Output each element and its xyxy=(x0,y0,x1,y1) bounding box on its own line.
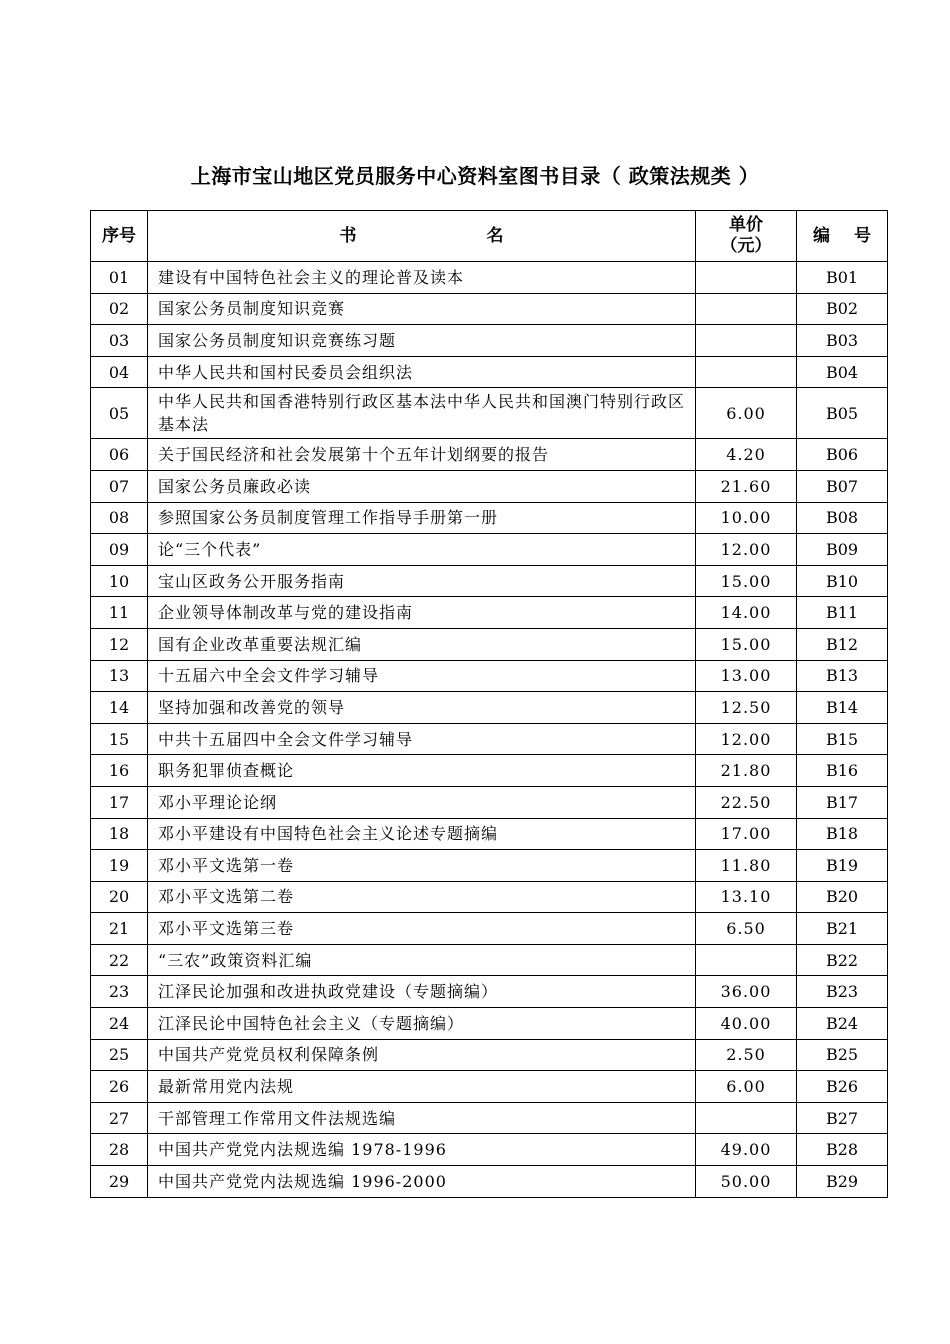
table-row xyxy=(91,692,888,724)
row-number: 28 xyxy=(91,1134,148,1166)
row-number: 05 xyxy=(91,388,148,439)
table-row xyxy=(91,502,888,534)
table-row xyxy=(91,660,888,692)
table-row xyxy=(91,1134,888,1166)
row-number: 17 xyxy=(91,786,148,818)
page-title: 上海市宝山地区党员服务中心资料室图书目录（ 政策法规类 ） xyxy=(190,164,760,188)
table-row xyxy=(91,388,888,439)
book-code: B29 xyxy=(797,1166,888,1198)
table-row xyxy=(91,565,888,597)
book-title: 企业领导体制改革与党的建设指南 xyxy=(148,597,696,629)
unit-price: 36.00 xyxy=(696,976,797,1008)
book-title: 建设有中国特色社会主义的理论普及读本 xyxy=(148,262,696,294)
catalog-table xyxy=(90,210,895,1198)
book-title: 关于国民经济和社会发展第十个五年计划纲要的报告 xyxy=(148,439,696,471)
book-code: B01 xyxy=(797,262,888,294)
table-row xyxy=(91,293,888,325)
unit-price: 22.50 xyxy=(696,786,797,818)
unit-price: 4.20 xyxy=(696,439,797,471)
book-title: 中国共产党党员权利保障条例 xyxy=(148,1039,696,1071)
book-title: 宝山区政务公开服务指南 xyxy=(148,565,696,597)
book-title: 邓小平文选第二卷 xyxy=(148,881,696,913)
book-title: 江泽民论中国特色社会主义（专题摘编） xyxy=(148,1008,696,1040)
book-code: B10 xyxy=(797,565,888,597)
unit-price: 14.00 xyxy=(696,597,797,629)
unit-price: 6.50 xyxy=(696,913,797,945)
book-title: 中共十五届四中全会文件学习辅导 xyxy=(148,723,696,755)
table-row xyxy=(91,786,888,818)
table-row xyxy=(91,976,888,1008)
unit-price: 13.10 xyxy=(696,881,797,913)
unit-price xyxy=(696,1102,797,1134)
table-row xyxy=(91,944,888,976)
row-number: 11 xyxy=(91,597,148,629)
book-title: 坚持加强和改善党的领导 xyxy=(148,692,696,724)
row-number: 21 xyxy=(91,913,148,945)
unit-price: 6.00 xyxy=(696,388,797,439)
row-number: 24 xyxy=(91,1008,148,1040)
row-number: 22 xyxy=(91,944,148,976)
table-row xyxy=(91,1039,888,1071)
book-title: 国有企业改革重要法规汇编 xyxy=(148,628,696,660)
header-row xyxy=(91,211,888,262)
book-code: B15 xyxy=(797,723,888,755)
book-code: B20 xyxy=(797,881,888,913)
table-row xyxy=(91,534,888,566)
table-row xyxy=(91,356,888,388)
book-code: B14 xyxy=(797,692,888,724)
unit-price: 6.00 xyxy=(696,1071,797,1103)
row-number: 20 xyxy=(91,881,148,913)
book-code: B13 xyxy=(797,660,888,692)
book-title: 邓小平理论论纲 xyxy=(148,786,696,818)
unit-price xyxy=(696,944,797,976)
book-title: 邓小平建设有中国特色社会主义论述专题摘编 xyxy=(148,818,696,850)
unit-price: 10.00 xyxy=(696,502,797,534)
row-number: 29 xyxy=(91,1166,148,1198)
header-book-name: 书名 xyxy=(148,211,696,262)
header-unit-price: 单价 （元） xyxy=(696,211,797,262)
book-title: 中国共产党党内法规选编 1996-2000 xyxy=(148,1166,696,1198)
unit-price: 15.00 xyxy=(696,565,797,597)
table-row xyxy=(91,628,888,660)
row-number: 06 xyxy=(91,439,148,471)
row-number: 15 xyxy=(91,723,148,755)
unit-price: 12.00 xyxy=(696,723,797,755)
unit-price xyxy=(696,356,797,388)
book-code: B17 xyxy=(797,786,888,818)
table-row xyxy=(91,913,888,945)
row-number: 25 xyxy=(91,1039,148,1071)
row-number: 10 xyxy=(91,565,148,597)
book-title: 参照国家公务员制度管理工作指导手册第一册 xyxy=(148,502,696,534)
table-row xyxy=(91,470,888,502)
row-number: 16 xyxy=(91,755,148,787)
unit-price xyxy=(696,262,797,294)
book-title: 国家公务员廉政必读 xyxy=(148,470,696,502)
book-title: 十五届六中全会文件学习辅导 xyxy=(148,660,696,692)
row-number: 07 xyxy=(91,470,148,502)
book-code: B19 xyxy=(797,850,888,882)
book-code: B02 xyxy=(797,293,888,325)
unit-price: 2.50 xyxy=(696,1039,797,1071)
book-title: 最新常用党内法规 xyxy=(148,1071,696,1103)
table-row xyxy=(91,1071,888,1103)
book-code: B05 xyxy=(797,388,888,439)
unit-price xyxy=(696,293,797,325)
book-title: 江泽民论加强和改进执政党建设（专题摘编） xyxy=(148,976,696,1008)
book-code: B24 xyxy=(797,1008,888,1040)
row-number: 19 xyxy=(91,850,148,882)
row-number: 02 xyxy=(91,293,148,325)
header-code: 编号 xyxy=(797,211,888,262)
book-code: B09 xyxy=(797,534,888,566)
book-code: B21 xyxy=(797,913,888,945)
book-code: B04 xyxy=(797,356,888,388)
row-number: 08 xyxy=(91,502,148,534)
table-row xyxy=(91,881,888,913)
book-title: “三农”政策资料汇编 xyxy=(148,944,696,976)
book-code: B26 xyxy=(797,1071,888,1103)
unit-price: 40.00 xyxy=(696,1008,797,1040)
row-number: 12 xyxy=(91,628,148,660)
book-code: B22 xyxy=(797,944,888,976)
unit-price xyxy=(696,325,797,357)
book-code: B06 xyxy=(797,439,888,471)
unit-price: 17.00 xyxy=(696,818,797,850)
table-row xyxy=(91,1166,888,1198)
book-title: 论“三个代表” xyxy=(148,534,696,566)
table-row xyxy=(91,439,888,471)
unit-price: 15.00 xyxy=(696,628,797,660)
table-row xyxy=(91,1008,888,1040)
unit-price: 49.00 xyxy=(696,1134,797,1166)
book-title: 邓小平文选第三卷 xyxy=(148,913,696,945)
book-code: B23 xyxy=(797,976,888,1008)
book-code: B18 xyxy=(797,818,888,850)
header-seq: 序号 xyxy=(91,211,148,262)
table-row xyxy=(91,262,888,294)
book-title: 中华人民共和国村民委员会组织法 xyxy=(148,356,696,388)
book-title: 邓小平文选第一卷 xyxy=(148,850,696,882)
book-title: 中国共产党党内法规选编 1978-1996 xyxy=(148,1134,696,1166)
table-row xyxy=(91,1102,888,1134)
unit-price: 13.00 xyxy=(696,660,797,692)
book-code: B25 xyxy=(797,1039,888,1071)
row-number: 14 xyxy=(91,692,148,724)
unit-price: 12.50 xyxy=(696,692,797,724)
table-row xyxy=(91,325,888,357)
unit-price: 12.00 xyxy=(696,534,797,566)
book-code: B27 xyxy=(797,1102,888,1134)
book-code: B08 xyxy=(797,502,888,534)
book-title: 国家公务员制度知识竞赛 xyxy=(148,293,696,325)
book-code: B11 xyxy=(797,597,888,629)
unit-price: 21.80 xyxy=(696,755,797,787)
book-code: B28 xyxy=(797,1134,888,1166)
table-row xyxy=(91,597,888,629)
book-code: B03 xyxy=(797,325,888,357)
row-number: 09 xyxy=(91,534,148,566)
unit-price: 50.00 xyxy=(696,1166,797,1198)
table-row xyxy=(91,723,888,755)
book-title: 中华人民共和国香港特别行政区基本法中华人民共和国澳门特别行政区基本法 xyxy=(148,388,696,439)
table-row xyxy=(91,850,888,882)
book-code: B16 xyxy=(797,755,888,787)
row-number: 23 xyxy=(91,976,148,1008)
table-row xyxy=(91,818,888,850)
row-number: 13 xyxy=(91,660,148,692)
table-row xyxy=(91,755,888,787)
row-number: 27 xyxy=(91,1102,148,1134)
row-number: 03 xyxy=(91,325,148,357)
unit-price: 21.60 xyxy=(696,470,797,502)
book-title: 干部管理工作常用文件法规选编 xyxy=(148,1102,696,1134)
book-title: 职务犯罪侦查概论 xyxy=(148,755,696,787)
unit-price: 11.80 xyxy=(696,850,797,882)
row-number: 18 xyxy=(91,818,148,850)
row-number: 04 xyxy=(91,356,148,388)
row-number: 26 xyxy=(91,1071,148,1103)
book-code: B12 xyxy=(797,628,888,660)
book-code: B07 xyxy=(797,470,888,502)
row-number: 01 xyxy=(91,262,148,294)
book-title: 国家公务员制度知识竞赛练习题 xyxy=(148,325,696,357)
